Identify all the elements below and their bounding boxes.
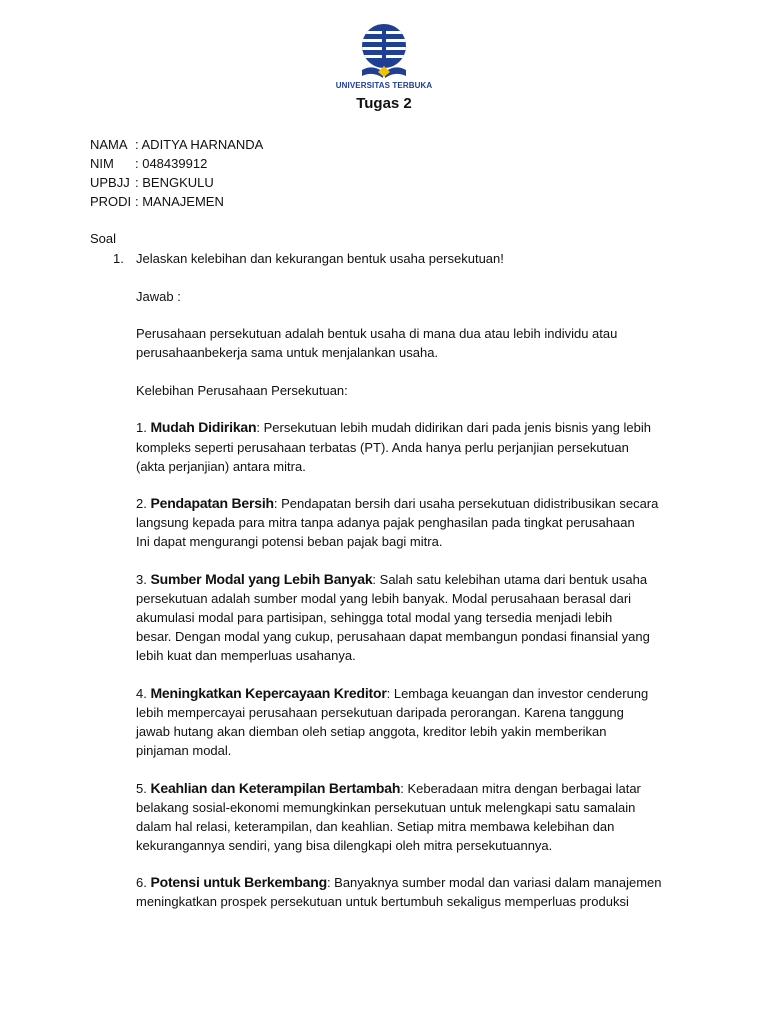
point-6-line: meningkatkan prospek persekutuan untuk bertumbuh sekaligus memperluas produksi: [136, 894, 629, 909]
soal-label: Soal: [90, 231, 117, 246]
point-2-title: Pendapatan Bersih: [150, 495, 274, 511]
question-text: Jelaskan kelebihan dan kekurangan bentuk usaha persekutuan!: [136, 251, 504, 266]
point-3-title: Sumber Modal yang Lebih Banyak: [150, 571, 373, 587]
point-6-first-line: 6. Potensi untuk Berkembang: Banyaknya sumber modal dan variasi dalam manajemen: [136, 874, 662, 890]
point-1-line: (akta perjanjian) antara mitra.: [136, 459, 306, 474]
point-3-line: persekutuan adalah sumber modal yang lebih banyak. Modal perusahaan berasal dari: [136, 591, 632, 606]
point-5-line: dalam hal relasi, keterampilan, dan keahlian. Setiap mitra membawa kelebihan dan: [136, 819, 615, 834]
point-5-title: Keahlian dan Keterampilan Bertambah: [150, 780, 401, 796]
prodi-label: PRODI: [90, 194, 132, 209]
document-title: Tugas 2: [356, 95, 412, 112]
logo-text: UNIVERSITAS TERBUKA: [335, 81, 433, 90]
point-1-first-line: 1. Mudah Didirikan: Persekutuan lebih mudah didirikan dari pada jenis bisnis yang lebih: [136, 419, 651, 435]
intro-line: perusahaanbekerja sama untuk menjalankan usaha.: [136, 345, 439, 360]
point-4-line: lebih mempercayai perusahaan persekutuan daripada perorangan. Karena tanggung: [136, 705, 624, 720]
point-5-first-line: 5. Keahlian dan Keterampilan Bertambah: Keberadaan mitra dengan berbagai latar: [136, 780, 641, 796]
point-2-line: Ini dapat mengurangi potensi beban pajak bagi mitra.: [136, 534, 443, 549]
point-4-title: Meningkatkan Kepercayaan Kreditor: [150, 685, 387, 701]
point-4-line: pinjaman modal.: [136, 743, 232, 758]
point-2-first-line: 2. Pendapatan Bersih: Pendapatan bersih dari usaha persekutuan didistribusikan secara: [136, 495, 659, 511]
point-3-first-line: 3. Sumber Modal yang Lebih Banyak: Salah satu kelebihan utama dari bentuk usaha: [136, 571, 648, 587]
point-3-line: besar. Dengan modal yang cukup, perusahaan dapat membangun pondasi finansial yang: [136, 629, 650, 644]
point-5-line: belakang sosial-ekonomi memungkinkan persekutuan untuk melengkapi satu samalain: [136, 800, 636, 815]
point-4-first-line: 4. Meningkatkan Kepercayaan Kreditor: Lembaga keuangan dan investor cenderung: [136, 685, 649, 701]
point-1-title: Mudah Didirikan: [150, 419, 257, 435]
prodi-value: : MANAJEMEN: [135, 194, 224, 209]
point-3-line: lebih kuat dan memperluas usahanya.: [136, 648, 356, 663]
question-number: 1.: [113, 251, 124, 266]
nim-label: NIM: [90, 156, 114, 171]
point-1-line: kompleks seperti perusahaan terbatas (PT). Anda hanya perlu perjanjian persekutuan: [136, 440, 629, 455]
point-3-line: akumulasi modal para partisipan, sehingga total modal yang tersedia menjadi lebih: [136, 610, 613, 625]
nim-value: : 048439912: [135, 156, 208, 171]
upbjj-value: : BENGKULU: [135, 175, 214, 190]
intro-line: Perusahaan persekutuan adalah bentuk usaha di mana dua atau lebih individu atau: [136, 326, 618, 341]
name-label: NAMA: [90, 137, 128, 152]
point-2-line: langsung kepada para mitra tanpa adanya pajak penghasilan pada tingkat perusahaan: [136, 515, 635, 530]
point-5-line: kekurangannya sendiri, yang bisa dilengkapi oleh mitra persekutuannya.: [136, 838, 553, 853]
point-4-line: jawab hutang akan diemban oleh setiap anggota, kreditor lebih yakin memberikan: [136, 724, 607, 739]
kelebihan-heading: Kelebihan Perusahaan Persekutuan:: [136, 383, 348, 398]
upbjj-label: UPBJJ: [90, 175, 130, 190]
name-value: : ADITYA HARNANDA: [135, 137, 264, 152]
jawab-label: Jawab :: [136, 289, 181, 304]
point-6-title: Potensi untuk Berkembang: [150, 874, 327, 890]
